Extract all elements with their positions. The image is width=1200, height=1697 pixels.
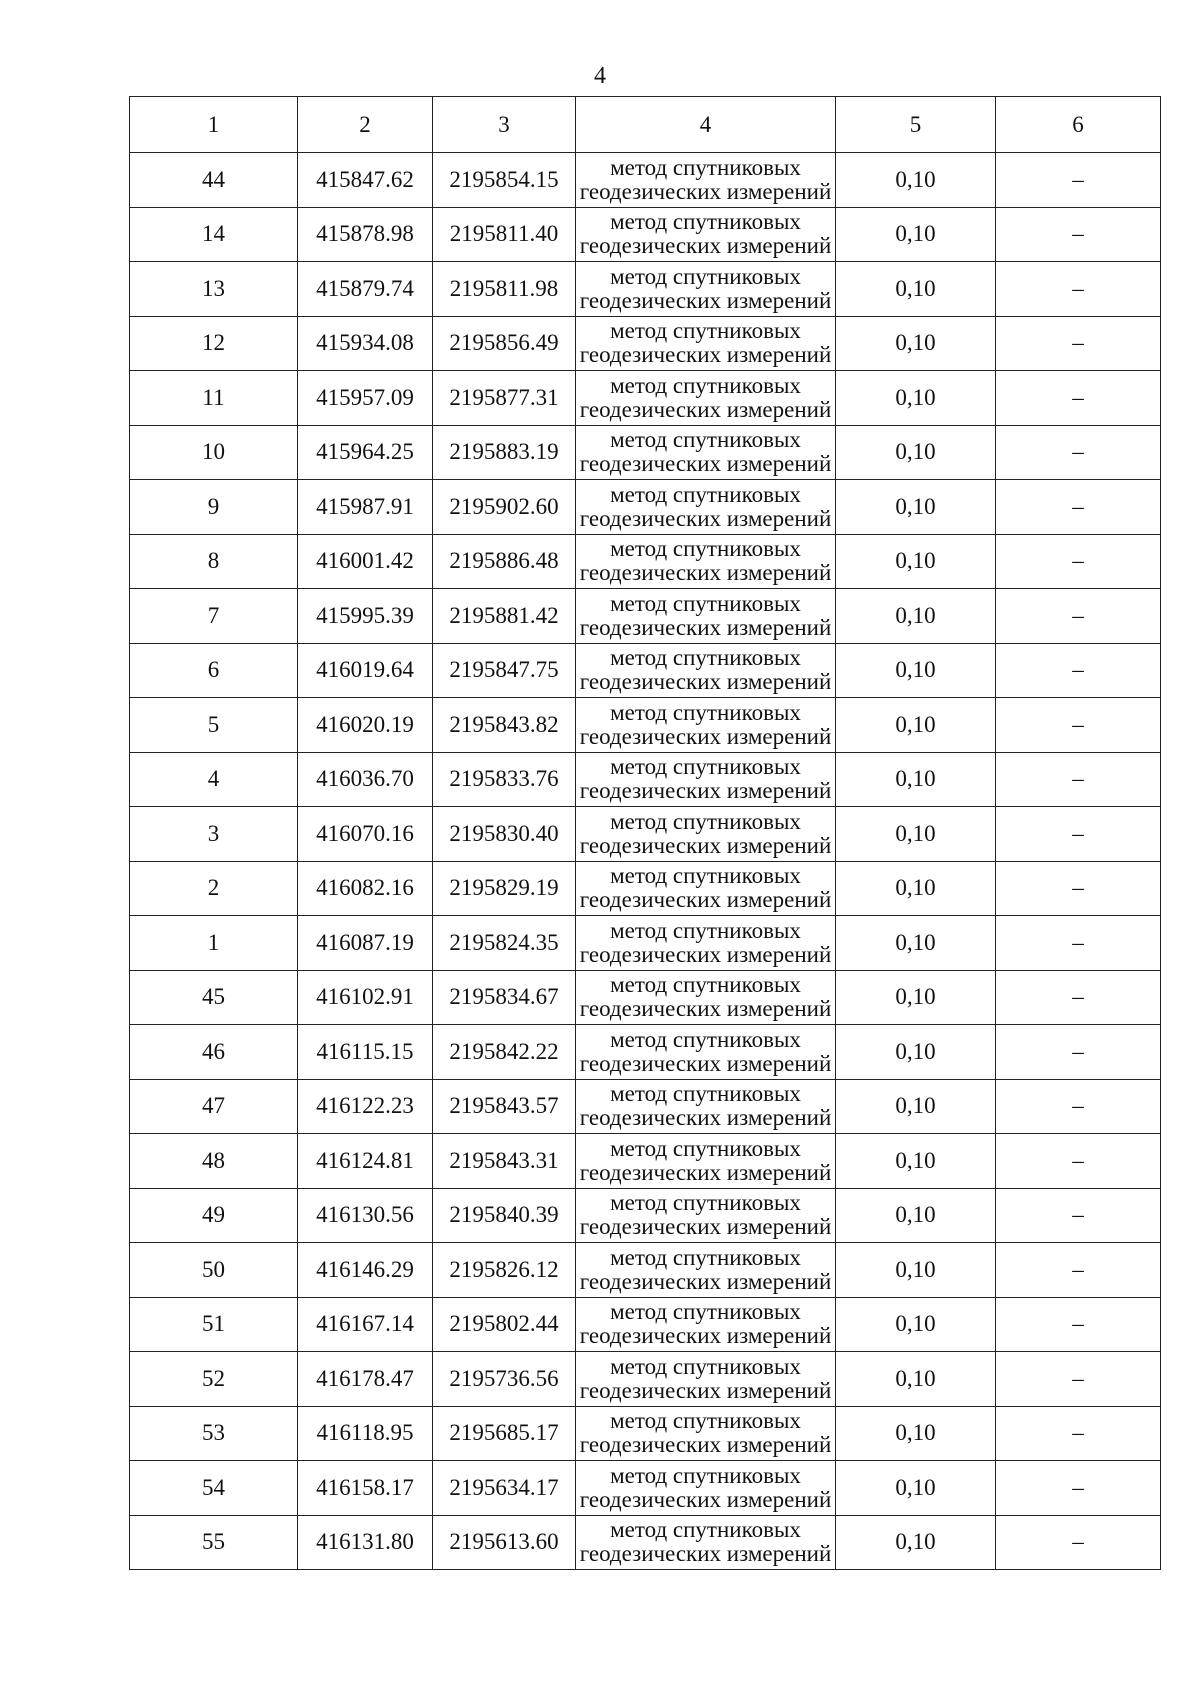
note-cell: – xyxy=(996,1079,1161,1134)
accuracy-cell: 0,10 xyxy=(836,1188,996,1243)
point-number-cell: 46 xyxy=(130,1025,298,1080)
x-coordinate-cell: 416130.56 xyxy=(298,1188,433,1243)
point-number-cell: 50 xyxy=(130,1243,298,1298)
method-line-2: геодезических измерений xyxy=(579,505,832,531)
table-row xyxy=(130,970,1161,1025)
note-cell: – xyxy=(996,262,1161,317)
point-number-cell: 44 xyxy=(130,153,298,208)
method-line-2: геодезических измерений xyxy=(579,1105,832,1131)
accuracy-cell: 0,10 xyxy=(836,1297,996,1352)
accuracy-cell: 0,10 xyxy=(836,861,996,916)
method-line-1: метод спутниковых xyxy=(610,427,801,453)
method-cell xyxy=(576,752,836,807)
table-row xyxy=(130,1352,1161,1407)
accuracy-cell: 0,10 xyxy=(836,970,996,1025)
point-number-cell: 10 xyxy=(130,425,298,480)
table-row xyxy=(130,589,1161,644)
coordinates-table xyxy=(129,96,1161,1570)
method-line-1: метод спутниковых xyxy=(610,1135,801,1161)
note-cell: – xyxy=(996,534,1161,589)
accuracy-cell: 0,10 xyxy=(836,589,996,644)
point-number-cell: 48 xyxy=(130,1134,298,1189)
accuracy-cell: 0,10 xyxy=(836,1352,996,1407)
point-number-cell: 54 xyxy=(130,1461,298,1516)
point-number-cell: 45 xyxy=(130,970,298,1025)
method-line-2: геодезических измерений xyxy=(579,1377,832,1403)
method-cell xyxy=(576,698,836,753)
point-number-cell: 13 xyxy=(130,262,298,317)
method-line-2: геодезических измерений xyxy=(579,178,832,204)
method-line-1: метод спутниковых xyxy=(610,1190,801,1216)
note-cell: – xyxy=(996,153,1161,208)
method-line-2: геодезических измерений xyxy=(579,233,832,259)
method-line-2: геодезических измерений xyxy=(579,723,832,749)
header-col-6: 6 xyxy=(996,97,1161,153)
y-coordinate-cell: 2195834.67 xyxy=(433,970,576,1025)
method-line-2: геодезических измерений xyxy=(579,1268,832,1294)
method-line-2: геодезических измерений xyxy=(579,614,832,640)
x-coordinate-cell: 415957.09 xyxy=(298,371,433,426)
method-cell xyxy=(576,425,836,480)
x-coordinate-cell: 415995.39 xyxy=(298,589,433,644)
method-line-2: геодезических измерений xyxy=(579,778,832,804)
x-coordinate-cell: 415847.62 xyxy=(298,153,433,208)
method-cell xyxy=(576,262,836,317)
x-coordinate-cell: 415878.98 xyxy=(298,207,433,262)
x-coordinate-cell: 416087.19 xyxy=(298,916,433,971)
table-row xyxy=(130,1297,1161,1352)
note-cell: – xyxy=(996,1406,1161,1461)
table-row xyxy=(130,262,1161,317)
method-cell xyxy=(576,1461,836,1516)
table-row xyxy=(130,752,1161,807)
method-cell xyxy=(576,153,836,208)
method-line-2: геодезических измерений xyxy=(579,287,832,313)
table-row xyxy=(130,480,1161,535)
note-cell: – xyxy=(996,480,1161,535)
point-number-cell: 47 xyxy=(130,1079,298,1134)
method-line-2: геодезических измерений xyxy=(579,342,832,368)
method-line-2: геодезических измерений xyxy=(579,832,832,858)
method-line-2: геодезических измерений xyxy=(579,887,832,913)
method-line-1: метод спутниковых xyxy=(610,209,801,235)
point-number-cell: 2 xyxy=(130,861,298,916)
y-coordinate-cell: 2195886.48 xyxy=(433,534,576,589)
x-coordinate-cell: 415879.74 xyxy=(298,262,433,317)
method-line-2: геодезических измерений xyxy=(579,560,832,586)
accuracy-cell: 0,10 xyxy=(836,916,996,971)
table-row xyxy=(130,916,1161,971)
accuracy-cell: 0,10 xyxy=(836,1406,996,1461)
method-cell xyxy=(576,534,836,589)
method-cell xyxy=(576,970,836,1025)
y-coordinate-cell: 2195736.56 xyxy=(433,1352,576,1407)
header-col-1: 1 xyxy=(130,97,298,153)
accuracy-cell: 0,10 xyxy=(836,1025,996,1080)
method-cell xyxy=(576,480,836,535)
accuracy-cell: 0,10 xyxy=(836,425,996,480)
method-line-2: геодезических измерений xyxy=(579,1214,832,1240)
method-cell xyxy=(576,643,836,698)
method-cell xyxy=(576,589,836,644)
method-line-1: метод спутниковых xyxy=(610,1517,801,1543)
table-row xyxy=(130,807,1161,862)
accuracy-cell: 0,10 xyxy=(836,1243,996,1298)
method-line-1: метод спутниковых xyxy=(610,1462,801,1488)
method-line-2: геодезических измерений xyxy=(579,451,832,477)
y-coordinate-cell: 2195811.40 xyxy=(433,207,576,262)
x-coordinate-cell: 416146.29 xyxy=(298,1243,433,1298)
method-cell xyxy=(576,1243,836,1298)
y-coordinate-cell: 2195634.17 xyxy=(433,1461,576,1516)
method-line-2: геодезических измерений xyxy=(579,1159,832,1185)
note-cell: – xyxy=(996,1243,1161,1298)
table-row xyxy=(130,534,1161,589)
method-line-2: геодезических измерений xyxy=(579,1541,832,1567)
table-row xyxy=(130,316,1161,371)
method-line-1: метод спутниковых xyxy=(610,1299,801,1325)
accuracy-cell: 0,10 xyxy=(836,1134,996,1189)
point-number-cell: 4 xyxy=(130,752,298,807)
point-number-cell: 9 xyxy=(130,480,298,535)
y-coordinate-cell: 2195840.39 xyxy=(433,1188,576,1243)
point-number-cell: 49 xyxy=(130,1188,298,1243)
point-number-cell: 11 xyxy=(130,371,298,426)
note-cell: – xyxy=(996,316,1161,371)
table-row xyxy=(130,861,1161,916)
method-cell xyxy=(576,1025,836,1080)
note-cell: – xyxy=(996,1134,1161,1189)
method-cell xyxy=(576,1352,836,1407)
header-col-4: 4 xyxy=(576,97,836,153)
y-coordinate-cell: 2195843.82 xyxy=(433,698,576,753)
x-coordinate-cell: 416115.15 xyxy=(298,1025,433,1080)
note-cell: – xyxy=(996,589,1161,644)
method-cell xyxy=(576,1079,836,1134)
x-coordinate-cell: 416118.95 xyxy=(298,1406,433,1461)
header-col-5: 5 xyxy=(836,97,996,153)
accuracy-cell: 0,10 xyxy=(836,698,996,753)
y-coordinate-cell: 2195826.12 xyxy=(433,1243,576,1298)
y-coordinate-cell: 2195843.31 xyxy=(433,1134,576,1189)
method-cell xyxy=(576,916,836,971)
y-coordinate-cell: 2195881.42 xyxy=(433,589,576,644)
x-coordinate-cell: 416178.47 xyxy=(298,1352,433,1407)
point-number-cell: 5 xyxy=(130,698,298,753)
page-number: 4 xyxy=(594,63,606,89)
method-line-2: геодезических измерений xyxy=(579,996,832,1022)
table-row xyxy=(130,1025,1161,1080)
y-coordinate-cell: 2195877.31 xyxy=(433,371,576,426)
note-cell: – xyxy=(996,1461,1161,1516)
y-coordinate-cell: 2195856.49 xyxy=(433,316,576,371)
table-row xyxy=(130,371,1161,426)
point-number-cell: 51 xyxy=(130,1297,298,1352)
method-cell xyxy=(576,207,836,262)
x-coordinate-cell: 416019.64 xyxy=(298,643,433,698)
x-coordinate-cell: 416001.42 xyxy=(298,534,433,589)
method-line-1: метод спутниковых xyxy=(610,1244,801,1270)
y-coordinate-cell: 2195833.76 xyxy=(433,752,576,807)
note-cell: – xyxy=(996,1297,1161,1352)
accuracy-cell: 0,10 xyxy=(836,316,996,371)
method-line-1: метод спутниковых xyxy=(610,481,801,507)
note-cell: – xyxy=(996,861,1161,916)
x-coordinate-cell: 416020.19 xyxy=(298,698,433,753)
accuracy-cell: 0,10 xyxy=(836,153,996,208)
accuracy-cell: 0,10 xyxy=(836,480,996,535)
method-line-1: метод спутниковых xyxy=(610,318,801,344)
point-number-cell: 8 xyxy=(130,534,298,589)
point-number-cell: 12 xyxy=(130,316,298,371)
note-cell: – xyxy=(996,1188,1161,1243)
table-row xyxy=(130,1461,1161,1516)
note-cell: – xyxy=(996,752,1161,807)
note-cell: – xyxy=(996,371,1161,426)
table-body xyxy=(130,153,1161,1570)
y-coordinate-cell: 2195685.17 xyxy=(433,1406,576,1461)
point-number-cell: 3 xyxy=(130,807,298,862)
method-cell xyxy=(576,1515,836,1570)
method-cell xyxy=(576,807,836,862)
method-line-2: геодезических измерений xyxy=(579,1432,832,1458)
y-coordinate-cell: 2195843.57 xyxy=(433,1079,576,1134)
table-row xyxy=(130,1134,1161,1189)
note-cell: – xyxy=(996,1352,1161,1407)
method-line-2: геодезических измерений xyxy=(579,669,832,695)
point-number-cell: 14 xyxy=(130,207,298,262)
y-coordinate-cell: 2195854.15 xyxy=(433,153,576,208)
method-cell xyxy=(576,1134,836,1189)
method-line-1: метод спутниковых xyxy=(610,1081,801,1107)
method-line-2: геодезических измерений xyxy=(579,941,832,967)
method-line-1: метод спутниковых xyxy=(610,590,801,616)
method-line-1: метод спутниковых xyxy=(610,372,801,398)
x-coordinate-cell: 416122.23 xyxy=(298,1079,433,1134)
method-line-1: метод спутниковых xyxy=(610,917,801,943)
note-cell: – xyxy=(996,970,1161,1025)
point-number-cell: 6 xyxy=(130,643,298,698)
note-cell: – xyxy=(996,1025,1161,1080)
table-row xyxy=(130,153,1161,208)
method-line-2: геодезических измерений xyxy=(579,1486,832,1512)
note-cell: – xyxy=(996,1515,1161,1570)
method-line-1: метод спутниковых xyxy=(610,808,801,834)
y-coordinate-cell: 2195847.75 xyxy=(433,643,576,698)
point-number-cell: 7 xyxy=(130,589,298,644)
x-coordinate-cell: 416070.16 xyxy=(298,807,433,862)
note-cell: – xyxy=(996,643,1161,698)
accuracy-cell: 0,10 xyxy=(836,1461,996,1516)
method-line-1: метод спутниковых xyxy=(610,699,801,725)
method-line-1: метод спутниковых xyxy=(610,536,801,562)
method-line-1: метод спутниковых xyxy=(610,1408,801,1434)
note-cell: – xyxy=(996,207,1161,262)
method-cell xyxy=(576,1406,836,1461)
note-cell: – xyxy=(996,916,1161,971)
accuracy-cell: 0,10 xyxy=(836,534,996,589)
method-cell xyxy=(576,1297,836,1352)
accuracy-cell: 0,10 xyxy=(836,262,996,317)
y-coordinate-cell: 2195883.19 xyxy=(433,425,576,480)
table-row xyxy=(130,1188,1161,1243)
table-row xyxy=(130,207,1161,262)
table-row xyxy=(130,643,1161,698)
method-line-1: метод спутниковых xyxy=(610,1026,801,1052)
x-coordinate-cell: 416102.91 xyxy=(298,970,433,1025)
accuracy-cell: 0,10 xyxy=(836,752,996,807)
note-cell: – xyxy=(996,698,1161,753)
y-coordinate-cell: 2195830.40 xyxy=(433,807,576,862)
method-cell xyxy=(576,1188,836,1243)
accuracy-cell: 0,10 xyxy=(836,807,996,862)
y-coordinate-cell: 2195802.44 xyxy=(433,1297,576,1352)
table-row xyxy=(130,698,1161,753)
accuracy-cell: 0,10 xyxy=(836,643,996,698)
header-col-2: 2 xyxy=(298,97,433,153)
y-coordinate-cell: 2195902.60 xyxy=(433,480,576,535)
x-coordinate-cell: 416082.16 xyxy=(298,861,433,916)
point-number-cell: 55 xyxy=(130,1515,298,1570)
table-header-row xyxy=(130,97,1161,153)
x-coordinate-cell: 416131.80 xyxy=(298,1515,433,1570)
method-line-2: геодезических измерений xyxy=(579,1323,832,1349)
method-line-2: геодезических измерений xyxy=(579,1050,832,1076)
x-coordinate-cell: 416167.14 xyxy=(298,1297,433,1352)
point-number-cell: 52 xyxy=(130,1352,298,1407)
point-number-cell: 53 xyxy=(130,1406,298,1461)
accuracy-cell: 0,10 xyxy=(836,1079,996,1134)
accuracy-cell: 0,10 xyxy=(836,1515,996,1570)
method-line-2: геодезических измерений xyxy=(579,396,832,422)
table-row xyxy=(130,1406,1161,1461)
method-line-1: метод спутниковых xyxy=(610,972,801,998)
x-coordinate-cell: 415987.91 xyxy=(298,480,433,535)
method-line-1: метод спутниковых xyxy=(610,645,801,671)
x-coordinate-cell: 415964.25 xyxy=(298,425,433,480)
y-coordinate-cell: 2195842.22 xyxy=(433,1025,576,1080)
note-cell: – xyxy=(996,425,1161,480)
y-coordinate-cell: 2195824.35 xyxy=(433,916,576,971)
note-cell: – xyxy=(996,807,1161,862)
y-coordinate-cell: 2195829.19 xyxy=(433,861,576,916)
accuracy-cell: 0,10 xyxy=(836,371,996,426)
method-cell xyxy=(576,371,836,426)
x-coordinate-cell: 415934.08 xyxy=(298,316,433,371)
x-coordinate-cell: 416036.70 xyxy=(298,752,433,807)
x-coordinate-cell: 416124.81 xyxy=(298,1134,433,1189)
method-line-1: метод спутниковых xyxy=(610,263,801,289)
y-coordinate-cell: 2195613.60 xyxy=(433,1515,576,1570)
y-coordinate-cell: 2195811.98 xyxy=(433,262,576,317)
method-cell xyxy=(576,861,836,916)
table-row xyxy=(130,1079,1161,1134)
method-line-1: метод спутниковых xyxy=(610,754,801,780)
method-line-1: метод спутниковых xyxy=(610,154,801,180)
table-row xyxy=(130,1243,1161,1298)
accuracy-cell: 0,10 xyxy=(836,207,996,262)
table-row xyxy=(130,425,1161,480)
header-col-3: 3 xyxy=(433,97,576,153)
point-number-cell: 1 xyxy=(130,916,298,971)
x-coordinate-cell: 416158.17 xyxy=(298,1461,433,1516)
method-line-1: метод спутниковых xyxy=(610,863,801,889)
method-cell xyxy=(576,316,836,371)
method-line-1: метод спутниковых xyxy=(610,1353,801,1379)
table-row xyxy=(130,1515,1161,1570)
